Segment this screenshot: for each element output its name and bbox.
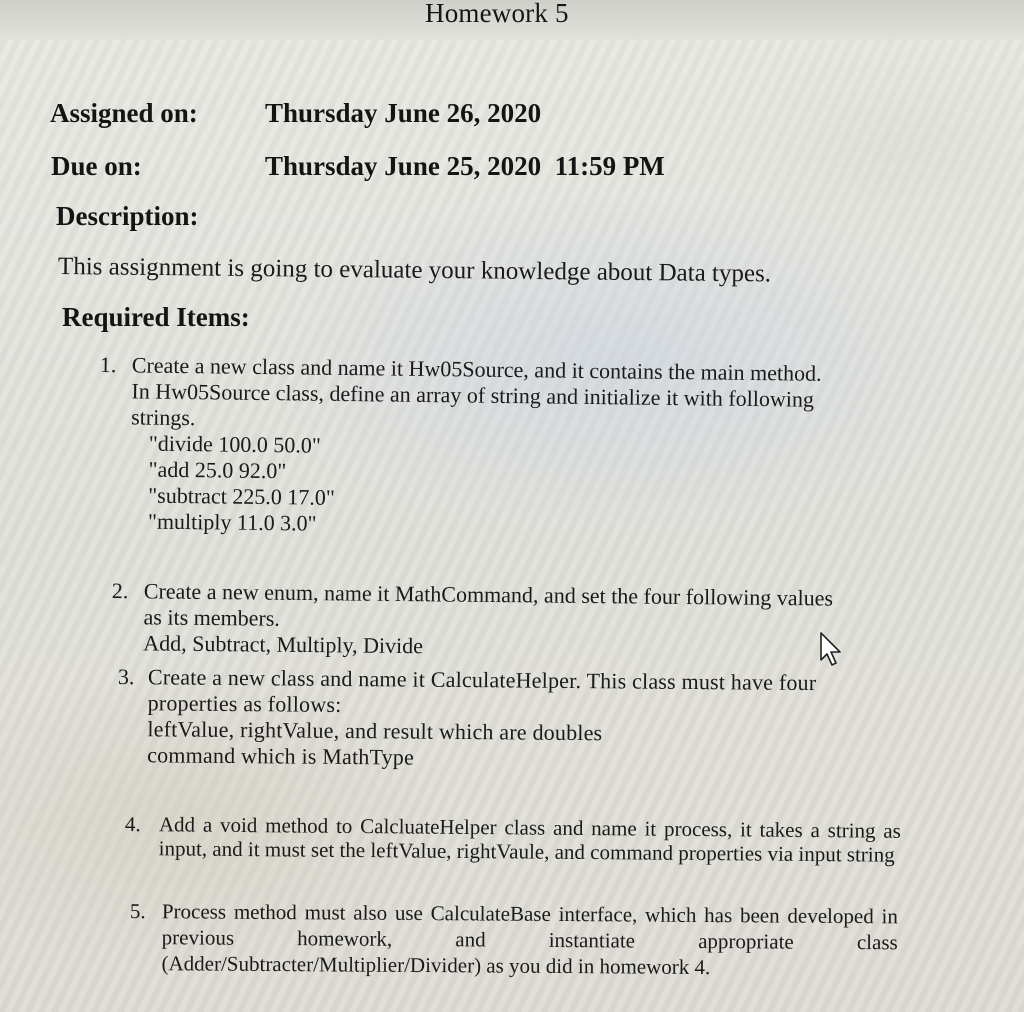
required-items-heading: Required Items: — [62, 302, 250, 332]
description-heading: Description: — [56, 201, 199, 231]
item-number: 5. — [129, 899, 146, 924]
item-line: Create a new enum, name it MathCommand, and set the four following values — [143, 578, 834, 611]
item-line: Create a new class and name it CalculateHelper. This class must have four — [147, 664, 817, 696]
required-item-3 — [117, 664, 816, 774]
item-line: leftValue, rightValue, and result which are doubles — [147, 716, 603, 746]
description-text: This assignment is going to evaluate your knowledge about Data types. — [57, 253, 772, 288]
assigned-value: Thursday June 26, 2020 — [265, 98, 542, 128]
item-number: 2. — [111, 578, 129, 604]
due-label: Due on: — [51, 151, 142, 181]
due-value: Thursday June 25, 2020 11:59 PM — [265, 151, 665, 181]
item-body — [130, 352, 822, 542]
code-string: "subtract 225.0 17.0" — [148, 482, 336, 510]
item-number: 3. — [117, 664, 135, 690]
item-line: properties as follows: — [147, 690, 342, 717]
required-item-5 — [129, 898, 898, 981]
item-body — [143, 578, 833, 663]
item-body: Process method must also use CalculateBase interface, which has been developed in previous homework, and instantiate appropriate class (Adder/Subtracter/Multiplier/Divider) as you did in homework 4. — [161, 899, 898, 980]
item-line: Add, Subtract, Multiply, Divide — [143, 630, 424, 659]
item-line: command which is MathType — [147, 742, 415, 770]
item-line: In Hw05Source class, define an array of string and initialize it with following — [131, 378, 815, 412]
code-string: "multiply 11.0 3.0" — [147, 508, 317, 536]
required-item-2 — [111, 578, 833, 664]
mouse-pointer-icon — [815, 630, 849, 670]
item-line: Create a new class and name it Hw05Source, and it contains the main method. — [131, 352, 822, 386]
item-number: 4. — [124, 812, 141, 837]
item-body — [147, 664, 816, 774]
assigned-label: Assigned on: — [50, 98, 198, 128]
item-line: as its members. — [143, 604, 280, 631]
document-title: Homework 5 — [425, 0, 569, 28]
code-string: "add 25.0 92.0" — [148, 456, 287, 484]
required-item-1 — [98, 352, 822, 543]
item-line: strings. — [131, 404, 196, 431]
item-body: Add a void method to CalcluateHelper class and name it process, it takes a string as input, and it must set the leftValue, rightVaule, and command properties via input string — [158, 812, 901, 867]
code-string: "divide 100.0 50.0" — [148, 430, 321, 458]
item-number: 1. — [99, 352, 117, 378]
required-item-4 — [125, 812, 901, 867]
